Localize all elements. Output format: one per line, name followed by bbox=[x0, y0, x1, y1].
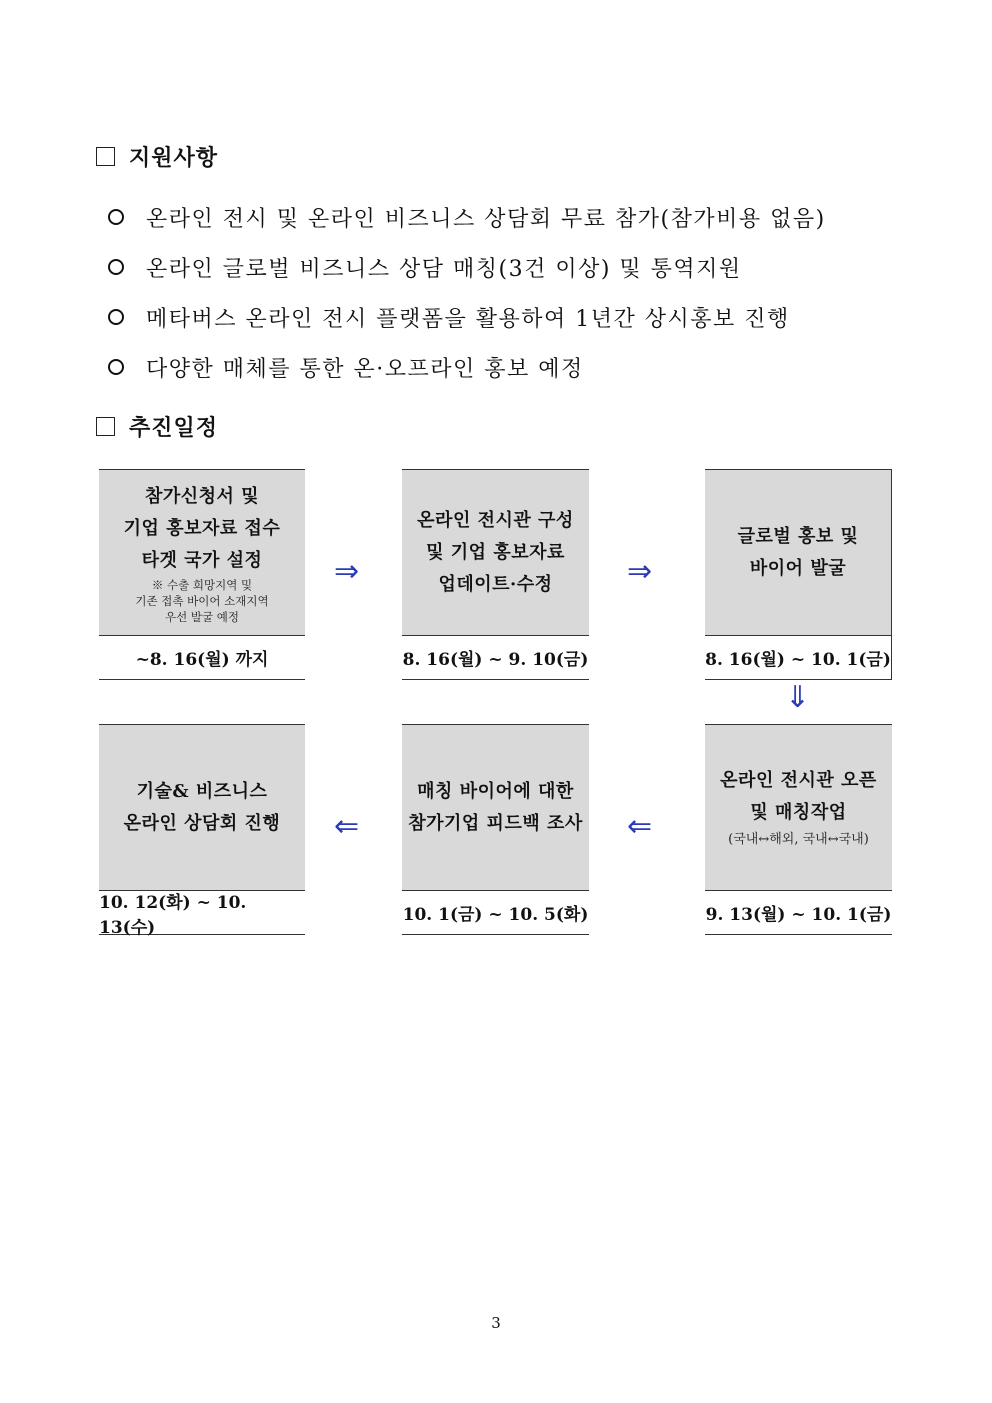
stage-2-line-2: 및 기업 홍보자료 bbox=[426, 541, 565, 563]
circle-bullet-icon bbox=[108, 309, 124, 325]
left-arrow-icon: ⇐ bbox=[627, 809, 653, 844]
support-heading-text: 지원사항 bbox=[129, 145, 219, 171]
stage-2-date: 8. 16(월) ~ 9. 10(금) bbox=[402, 635, 589, 680]
stage-2 bbox=[402, 469, 589, 680]
square-bullet-icon bbox=[96, 147, 115, 166]
stage-1-line-1: 참가신청서 및 bbox=[144, 485, 260, 507]
stage-1-date: ~8. 16(월) 까지 bbox=[99, 635, 305, 680]
stage-3-date: 8. 16(월) ~ 10. 1(금) bbox=[705, 635, 891, 680]
stage-2-body bbox=[402, 469, 589, 635]
stage-1-note-2: 기존 접촉 바이어 소재지역 bbox=[135, 593, 269, 608]
stage-5-line-2: 참가기업 피드백 조사 bbox=[408, 812, 583, 834]
stage-6-date: 10. 12(화) ~ 10. 13(수) bbox=[99, 890, 305, 935]
stage-5-date: 10. 1(금) ~ 10. 5(화) bbox=[402, 890, 589, 935]
stage-3 bbox=[705, 469, 892, 680]
list-item bbox=[108, 342, 826, 392]
list-item bbox=[108, 242, 826, 292]
stage-5 bbox=[402, 724, 589, 935]
list-item bbox=[108, 192, 826, 242]
stage-2-line-3: 업데이트·수정 bbox=[438, 573, 553, 595]
stage-4-date: 9. 13(월) ~ 10. 1(금) bbox=[705, 890, 892, 935]
stage-4-body bbox=[705, 724, 892, 890]
stage-6-body bbox=[99, 724, 305, 890]
stage-4 bbox=[705, 724, 892, 935]
schedule-heading bbox=[96, 411, 218, 442]
stage-3-line-2: 바이어 발굴 bbox=[749, 557, 847, 579]
down-arrow-icon: ⇓ bbox=[785, 680, 811, 715]
circle-bullet-icon bbox=[108, 359, 124, 375]
right-arrow-icon: ⇒ bbox=[627, 554, 653, 589]
stage-1-note-3: 우선 발굴 예정 bbox=[165, 609, 239, 624]
list-item-text: 온라인 전시 및 온라인 비즈니스 상담회 무료 참가(참가비용 없음) bbox=[146, 206, 826, 232]
page-number: 3 bbox=[491, 1314, 501, 1332]
stage-1 bbox=[99, 469, 305, 680]
schedule-heading-text: 추진일정 bbox=[129, 415, 219, 441]
square-bullet-icon bbox=[96, 417, 115, 436]
circle-bullet-icon bbox=[108, 209, 124, 225]
left-arrow-icon: ⇐ bbox=[334, 809, 360, 844]
list-item-text: 메타버스 온라인 전시 플랫폼을 활용하여 1년간 상시홍보 진행 bbox=[146, 306, 790, 332]
stage-1-line-3: 타겟 국가 설정 bbox=[141, 549, 263, 571]
stage-3-line-1: 글로벌 홍보 및 bbox=[737, 525, 859, 547]
stage-6 bbox=[99, 724, 305, 938]
right-arrow-icon: ⇒ bbox=[334, 554, 360, 589]
circle-bullet-icon bbox=[108, 259, 124, 275]
stage-1-line-2: 기업 홍보자료 접수 bbox=[123, 517, 281, 539]
list-item-text: 다양한 매체를 통한 온·오프라인 홍보 예정 bbox=[146, 356, 584, 382]
list-item-text: 온라인 글로벌 비즈니스 상담 매칭(3건 이상) 및 통역지원 bbox=[146, 256, 742, 282]
support-heading bbox=[96, 141, 218, 172]
stage-2-line-1: 온라인 전시관 구성 bbox=[417, 509, 574, 531]
stage-1-body bbox=[99, 469, 305, 635]
stage-4-paren: (국내↔해외, 국내↔국내) bbox=[728, 831, 869, 847]
stage-4-line-2: 및 매칭작업 bbox=[750, 801, 847, 823]
stage-5-body bbox=[402, 724, 589, 890]
stage-4-line-1: 온라인 전시관 오픈 bbox=[720, 769, 877, 791]
list-item bbox=[108, 292, 826, 342]
stage-5-line-1: 매칭 바이어에 대한 bbox=[417, 780, 574, 802]
stage-6-line-1: 기술& 비즈니스 bbox=[136, 780, 268, 802]
stage-6-line-2: 온라인 상담회 진행 bbox=[123, 812, 281, 834]
support-list bbox=[108, 192, 826, 392]
stage-1-note-1: ※ 수출 희망지역 및 bbox=[151, 577, 253, 592]
stage-3-body bbox=[705, 469, 891, 635]
